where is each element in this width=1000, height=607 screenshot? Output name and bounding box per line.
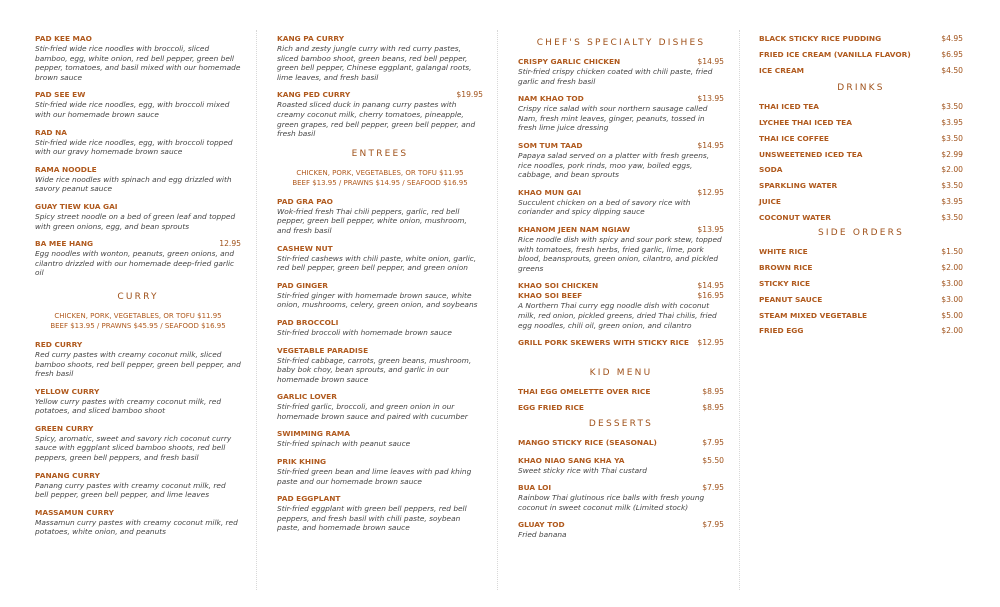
menu-item [277,90,483,138]
menu-item [518,225,724,273]
menu-item-khao-soi [518,281,724,330]
item-name: BUA LOI [518,483,552,493]
side-orders-list [759,247,963,336]
item-name: PRIK KHING [277,457,327,467]
curry-heading: CURRY [117,291,159,302]
menu-item [277,346,483,385]
item-name: WHITE RICE [759,247,808,257]
desserts-heading: DESSERTS [588,418,654,429]
item-name: NAM KHAO TOD [518,94,584,104]
item-name: PAD EGGPLANT [277,494,341,504]
item-name: GLUAY TOD [518,520,565,530]
item-description: Stir-fried wide rice noodles, egg, with broccoli mixed with our homemade brown sauce [35,100,230,119]
menu-item [759,165,963,175]
item-description: Rice noodle dish with spicy and sour pork stew, topped with tomatoes, fresh herbs, fried garlic, lime, pork blood, beansprouts, green onion, cilantro, and pickled greens [518,234,722,273]
item-description: Stir-fried wide rice noodles with broccoli, sliced bamboo, egg, white onion, red bell pepper, green bell pepper, tomatoes, and basil mixed with our homemade brown sauce [35,44,241,82]
menu-item [518,403,724,413]
noodle-list [35,34,241,278]
item-name: SODA [759,165,783,175]
item-name: YELLOW CURRY [35,386,100,396]
menu-item [518,456,724,476]
menu-column-noodles-curry [35,34,241,545]
item-description: Massamun curry pastes with creamy coconut milk, red potatoes, white onion, and peanuts [35,517,238,537]
menu-item [518,141,724,180]
item-description: Roasted sliced duck in panang curry pastes with creamy coconut milk, cherry tomatoes, pineapple, green grapes, red bell pepper, green bell pepper, and fresh basil [277,100,476,139]
item-price: $3.50 [941,181,963,191]
menu-column-chef-kid-desserts [518,34,724,548]
menu-item [277,457,483,486]
item-name: KHAO SOI BEEF [518,291,583,301]
curry-price-note-line: CHICKEN, PORK, VEGETABLES, OR TOFU $11.95 [54,311,222,320]
item-price: $14.95 [697,57,724,66]
menu-item [759,181,963,191]
item-description: Crispy rice salad with sour northern sausage called Nam, fresh mint leaves, ginger, peanuts, tossed in fresh lime juice dressing [518,104,708,133]
item-price: $8.95 [702,387,724,397]
item-description: Stir-fried cashews with chili paste, white onion, garlic, red bell pepper, green bell pepper, and green onion [277,253,477,273]
item-description: Papaya salad served on a platter with fresh greens, rice noodles, pork rinds, moo yaw, boiled eggs, cabbage, and bean sprouts [518,150,710,180]
item-price: $3.95 [941,196,963,206]
menu-item [518,94,724,133]
item-price: $2.00 [941,326,963,336]
menu-item [35,239,241,278]
item-name: EGG FRIED RICE [518,402,584,412]
item-name: ICE CREAM [759,65,805,75]
item-description: Wok-fried fresh Thai chili peppers, garlic, red bell pepper, green bell pepper, white onion, mushroom, and fresh basil [277,206,467,235]
curry-price-note-line: BEEF $13.95 / PRAWNS $45.95 / SEAFOOD $16.95 [50,321,226,330]
item-price: $2.00 [941,165,963,175]
item-name: LYCHEE THAI ICED TEA [759,117,852,127]
item-name: KHAO NIAO SANG KHA YA [518,455,625,465]
item-price: $3.50 [941,212,963,222]
item-name: FRIED EGG [759,326,804,336]
item-name: THAI ICE COFFEE [759,133,829,143]
menu-item [277,429,483,449]
drinks-heading: DRINKS [837,83,885,94]
item-description: Stir-fried green bean and lime leaves with pad khing paste and our homemade brown sauce [277,467,472,486]
entrees-price-note-line: CHICKEN, PORK, VEGETABLES, OR TOFU $11.95 [296,168,464,177]
item-price: $8.95 [702,402,724,412]
menu-item [759,150,963,160]
item-price: $4.95 [941,34,963,43]
item-price: $5.50 [702,455,724,465]
item-name: KHAO SOI CHICKEN [518,281,599,291]
item-name: UNSWEETENED ICED TEA [759,149,863,159]
menu-item [277,318,483,338]
item-description: Stir-fried garlic, broccoli, and green onion in our homemade brown sauce and paired with cucumber [277,402,468,421]
menu-item [518,520,724,540]
item-name: KHANOM JEEN NAM NGIAW [518,224,631,234]
item-price: $3.00 [941,278,963,288]
item-name: SOM TUM TAAD [518,140,583,150]
item-name: KHAO MUN GAI [518,187,582,197]
menu-item [759,102,963,112]
item-name: STICKY RICE [759,278,811,288]
item-name: PAD GINGER [277,280,328,290]
item-name: SPARKLING WATER [759,181,838,191]
item-price: $12.95 [697,187,724,197]
item-description: Stir-fried wide rice noodles, egg, with broccoli topped with our gravy homemade brown sauce [35,137,233,157]
menu-item [759,311,963,321]
item-name: PAD KEE MAO [35,34,92,43]
item-description: Stir-fried ginger with homemade brown sauce, white onion, mushrooms, celery, green onion, and soybeans [277,290,478,310]
menu-item [518,57,724,86]
item-price: $3.95 [941,117,963,127]
menu-item [35,471,241,500]
item-description: Stir-fried eggplant with green bell peppers, red bell peppers, and fresh basil with chili paste, soybean paste, and homemade brown sauce [277,504,467,533]
menu-item-grill-pork [518,338,724,348]
item-description: Rich and zesty jungle curry with red curry pastes, sliced bamboo shoot, green beans, red bell pepper, green bell pepper, Chinese eggplant, galangal roots, lime leaves, and fresh basil [277,44,472,82]
item-description: Spicy, aromatic, sweet and savory rich coconut curry sauce with eggplant sliced bamboo shoots, red bell peppers, green bell peppers, and fresh basil [35,433,232,463]
item-price: $7.95 [702,437,724,447]
item-name: CRISPY GARLIC CHICKEN [518,57,621,66]
item-name: SWIMMING RAMA [277,429,350,439]
menu-item [518,387,724,397]
chef-specialty-list [518,57,724,273]
item-name: PAD GRA PAO [277,196,333,206]
item-name: COCONUT WATER [759,212,831,222]
item-name: BLACK STICKY RICE PUDDING [759,34,882,43]
item-name: PANANG CURRY [35,470,100,480]
special-curry-list [277,34,483,139]
item-price: $3.50 [941,102,963,112]
menu-item [759,295,963,305]
desserts-list-continued [759,34,963,75]
curry-price-note [35,311,241,331]
menu-item [35,34,241,82]
item-description: Stir-fried spinach with peanut sauce [277,439,411,449]
item-name: PAD BROCCOLI [277,317,339,327]
menu-item [518,188,724,217]
item-price: $3.00 [941,294,963,304]
kid-menu-heading: KID MENU [589,368,653,379]
item-price: $2.00 [941,263,963,273]
menu-item [759,118,963,128]
item-description: Yellow curry pastes with creamy coconut milk, red potatoes, and sliced bamboo shoot [35,396,222,416]
item-description: Succulent chicken on a bed of savory rice with coriander and spicy dipping sauce [518,197,691,217]
menu-item [35,387,241,416]
menu-item [759,197,963,207]
menu-item [277,244,483,273]
item-description: Rainbow Thai glutinous rice balls with fresh young coconut in sweet coconut milk (Limited stock) [518,493,705,512]
entrees-price-note [277,168,483,188]
item-price: $7.95 [702,520,724,530]
item-price: $6.95 [941,49,963,59]
item-name: FRIED ICE CREAM (VANILLA FLAVOR) [759,49,911,59]
item-description: Red curry pastes with creamy coconut milk, sliced bamboo shoots, red bell pepper, green bell pepper, and fresh basil [35,349,241,379]
item-name: GRILL PORK SKEWERS WITH STICKY RICE [518,338,689,348]
menu-item [759,66,963,76]
item-name: GREEN CURRY [35,423,94,433]
item-description: Fried banana [518,530,567,540]
item-description: Sweet sticky rice with Thai custard [518,465,647,475]
kid-menu-list [518,387,724,412]
item-price: $16.95 [697,291,724,301]
item-name: MANGO STICKY RICE (SEASONAL) [518,437,657,447]
item-name: THAI ICED TEA [759,102,820,112]
entrees-heading: ENTREES [351,148,409,159]
item-description: Spicy street noodle on a bed of green leaf and topped with green onions, egg, and bean sprouts [35,211,236,231]
chef-specialty-heading: CHEF'S SPECIALTY DISHES [536,38,706,48]
menu-item [35,165,241,194]
menu-item [277,494,483,533]
item-price: $2.99 [941,149,963,159]
item-name: RAD NA [35,127,68,137]
item-price: $1.50 [941,247,963,257]
drinks-list [759,102,963,222]
menu-item [277,392,483,421]
item-name: KANG PED CURRY [277,90,351,100]
item-name: STEAM MIXED VEGETABLE [759,310,868,320]
item-name: RAMA NOODLE [35,164,97,174]
column-divider [256,30,257,590]
menu-item [277,281,483,310]
menu-column-curry-entrees [277,34,483,541]
item-price: $4.50 [941,65,963,75]
column-divider [739,30,740,590]
item-description: Egg noodles with wonton, peanuts, green onions, and cilantro drizzled with our homemade deep-fried garlic oil [35,249,235,278]
item-price: $14.95 [697,140,724,150]
menu-item [759,247,963,257]
menu-item [759,263,963,273]
menu-item [759,213,963,223]
item-name: CASHEW NUT [277,243,333,253]
item-price: $3.50 [941,133,963,143]
item-price: $19.95 [456,90,483,100]
item-name: KANG PA CURRY [277,34,345,43]
curry-list [35,340,241,537]
item-description: Panang curry pastes with creamy coconut milk, red bell pepper, green bell pepper, and lime leaves [35,480,226,500]
item-name: BA MEE HANG [35,239,94,249]
menu-item [277,197,483,236]
menu-item [759,279,963,289]
item-price: $7.95 [702,483,724,493]
item-name: VEGETABLE PARADISE [277,345,369,355]
menu-column-drinks-sides [759,34,963,342]
item-price: $12.95 [697,338,724,348]
item-name: PEANUT SAUCE [759,294,823,304]
item-price: $5.00 [941,310,963,320]
item-name: MASSAMUN CURRY [35,507,114,517]
item-description: Stir-fried cabbage, carrots, green beans, mushroom, baby bok choy, bean sprouts, and garlic in our homemade brown sauce [277,355,472,384]
item-price: $13.95 [697,224,724,234]
item-name: GUAY TIEW KUA GAI [35,201,118,211]
menu-item [518,483,724,512]
item-name: PAD SEE EW [35,90,86,100]
menu-item [518,438,724,448]
item-name: THAI EGG OMELETTE OVER RICE [518,387,651,397]
item-name: JUICE [759,196,781,206]
item-name: RED CURRY [35,339,83,349]
item-description: Wide rice noodles with spinach and egg drizzled with savory peanut sauce [35,174,232,194]
menu-item [759,50,963,60]
item-description: Stir-fried broccoli with homemade brown sauce [277,327,452,337]
column-divider [497,30,498,590]
desserts-list [518,438,724,540]
menu-item [35,424,241,463]
menu-item [35,128,241,157]
side-orders-heading: SIDE ORDERS [818,228,904,239]
item-name: BROWN RICE [759,263,813,273]
item-description: Stir-fried crispy chicken coated with chili paste, fried garlic and fresh basil [518,67,713,86]
menu-item [759,134,963,144]
menu-item [35,90,241,119]
menu-item [35,202,241,231]
item-name: GARLIC LOVER [277,392,337,402]
menu-item [759,34,963,44]
entrees-price-note-line: BEEF $13.95 / PRAWNS $14.95 / SEAFOOD $16.95 [292,178,468,187]
menu-item [277,34,483,82]
menu-item [759,326,963,336]
menu-item [35,340,241,379]
item-description: A Northern Thai curry egg noodle dish with coconut milk, red onion, pickled greens, dried Thai chilis, fried egg noodles, chili oil, green onion, and cilantro [518,301,717,330]
entrees-list [277,197,483,533]
menu-item [35,508,241,537]
item-price: $13.95 [697,94,724,104]
item-price: $14.95 [697,281,724,291]
item-price: 12.95 [219,239,241,249]
